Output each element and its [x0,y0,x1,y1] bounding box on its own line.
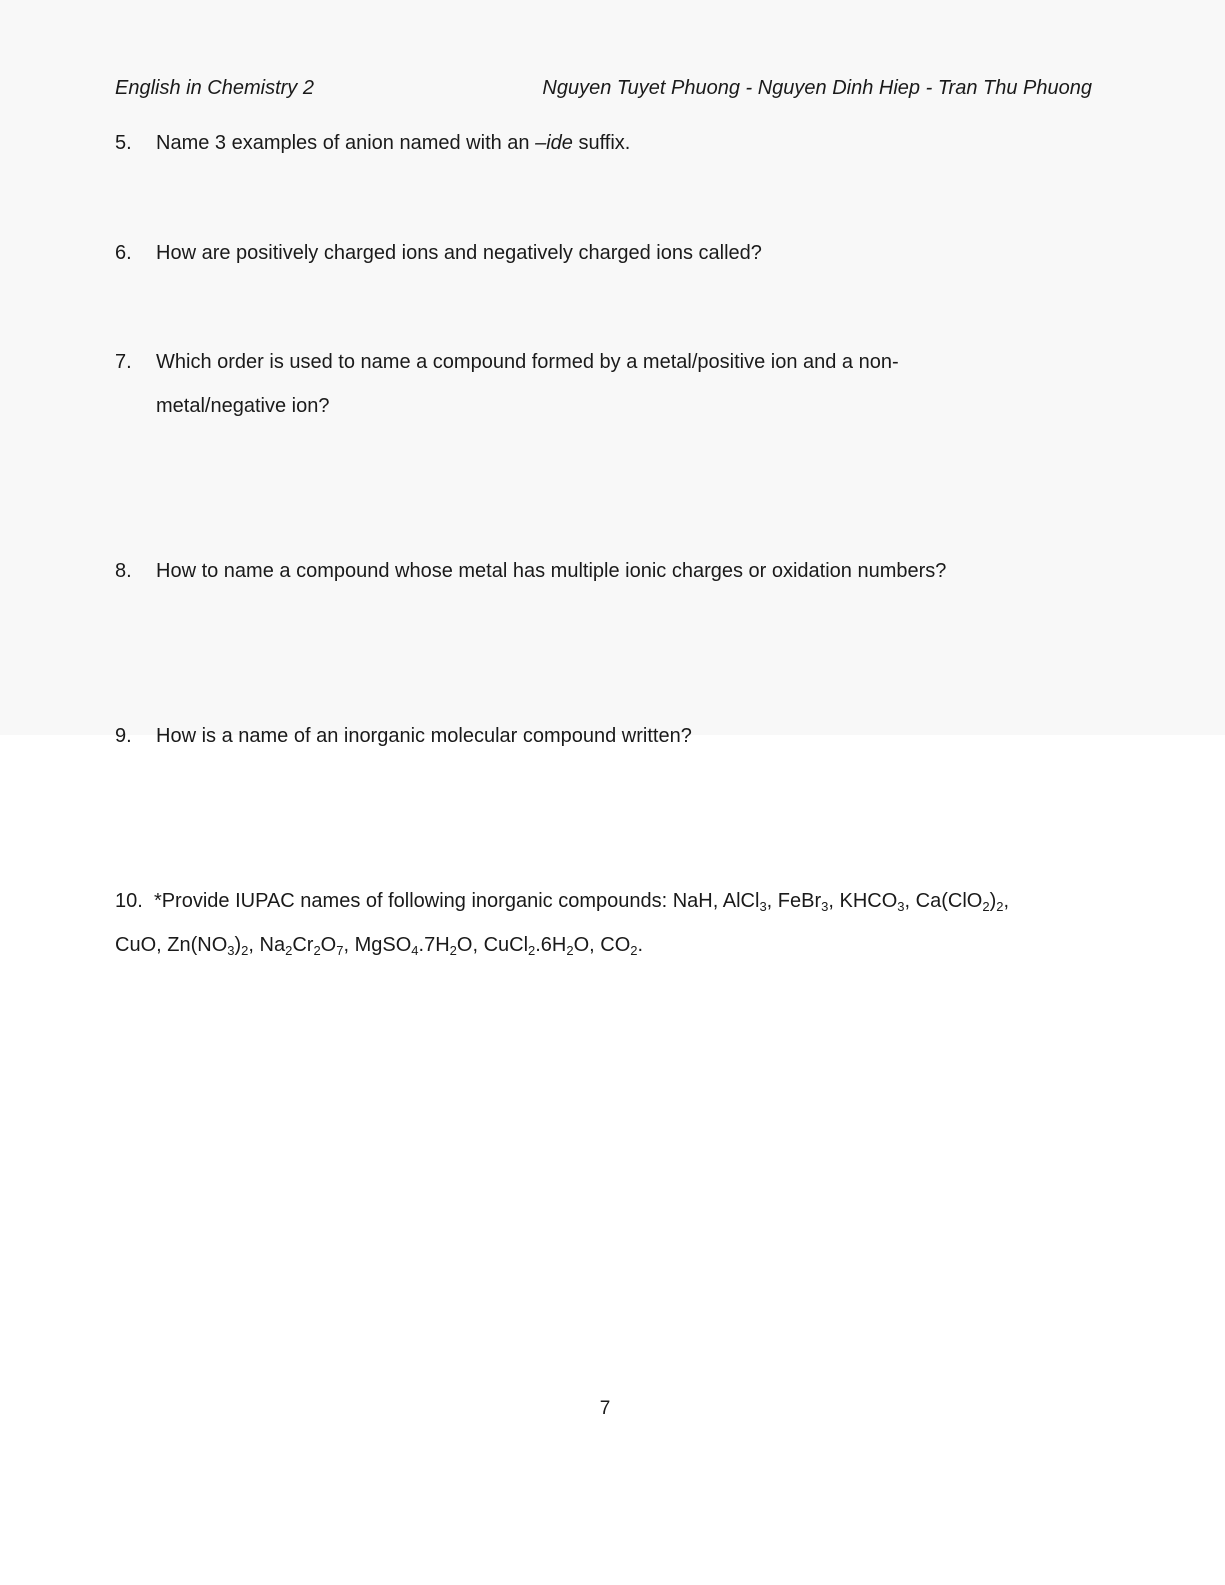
compound-list-line-2: CuO, $Zn(NO_3)_2$, $Na_2Cr_2O_7$, $MgSO_4.7H_2O$, $CuCl_2.6H_2O$, $CO_2$. [115,934,644,958]
question-5-text [156,131,630,155]
question-5-text-part: Name 3 examples of anion named with an [156,132,536,154]
question-5-text-part: suffix. [572,132,631,154]
compound-zn_no3_2: $Zn(NO_3)_2$ [167,934,249,958]
compound-febr3: FeBr$_3$ [777,890,829,914]
compound-alcl3: AlCl$_3$ [722,890,767,914]
compound-co2: $CO_2$ [600,934,638,958]
question-9-number: 9. [115,725,132,747]
question-6-number: 6. [115,242,132,264]
compound-caclo22: $Ca(ClO_2)_2$ [915,890,1004,914]
compound-khco3: $KHCO_3$ [839,890,905,914]
compound-cucl2_6h2o: $CuCl_2.6H_2O$ [483,934,590,958]
question-10-intro: *Provide IUPAC names of following inorganic compounds: [153,890,668,912]
header-authors: Nguyen Tuyet Phuong - Nguyen Dinh Hiep - Tran Thu Phuong [542,77,1092,99]
question-5-number: 5. [115,132,132,154]
question-8-text: How to name a compound whose metal has multiple ionic charges or oxidation numbers? [156,560,947,582]
page-number: 7 [599,1398,611,1419]
question-10-number: 10. [115,890,143,912]
compound-na2cr2o7: $Na_2Cr_2O_7$ [259,934,344,958]
question-7-line-1: Which order is used to name a compound formed by a metal/positive ion and a non- [156,351,899,373]
question-10-line-2 [115,933,643,957]
question-5-italic-suffix: –ide [535,132,573,154]
question-7-number: 7. [115,351,132,373]
question-6-text: How are positively charged ions and negatively charged ions called? [156,242,762,264]
compound-cuo: CuO [115,934,157,956]
compound-mgso4_7h2o: $MgSO_4.7H_2O$ [354,934,473,958]
compound-list-line-1: NaH, AlCl$_3$, FeBr$_3$, $KHCO_3$, $Ca(ClO_2)_2$, [672,890,1010,914]
question-8-number: 8. [115,560,132,582]
question-9-text: How is a name of an inorganic molecular compound written? [156,725,692,747]
question-10-line-1 [115,889,1009,913]
question-7-line-2: metal/negative ion? [156,395,330,417]
compound-nah: NaH [672,890,713,912]
header-title: English in Chemistry 2 [115,77,314,99]
